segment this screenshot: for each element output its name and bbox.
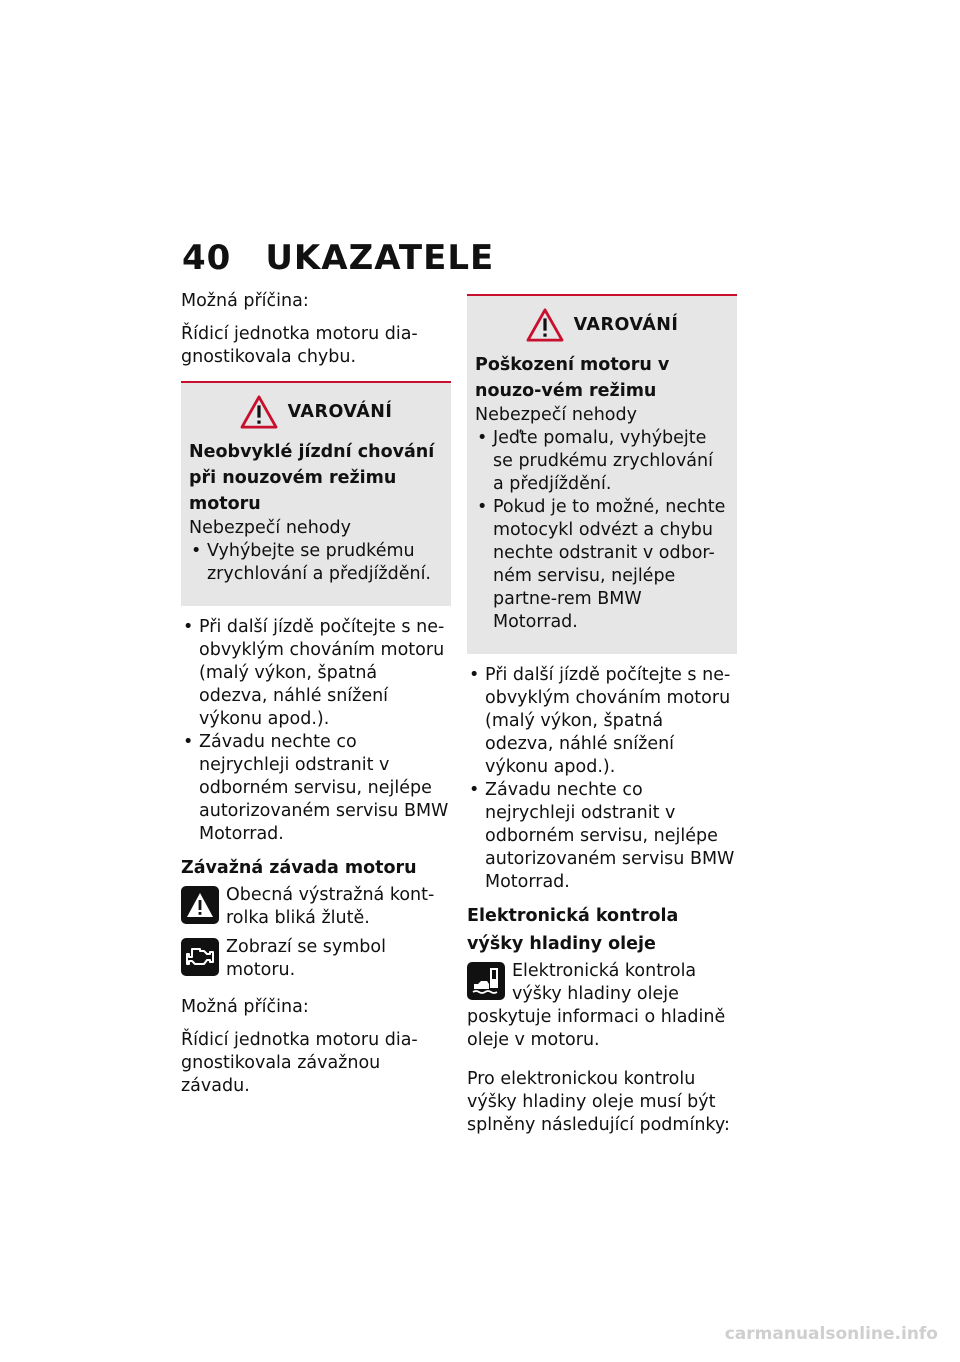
bullet-item: • Závadu nechte co nejrychleji odstranit v odborném servisu, nejlépe autorizovaném servisu BMW Motorrad. bbox=[467, 779, 737, 894]
bullet-item: • Závadu nechte co nejrychleji odstranit v odborném servisu, nejlépe autorizovaném servisu BMW Motorrad. bbox=[181, 731, 451, 846]
warning-subtitle: Poškození motoru v nouzo-vém režimu bbox=[475, 355, 670, 401]
general-warning-light-icon bbox=[181, 886, 219, 924]
warning-subtitle: Neobvyklé jízdní chování při nouzovém režimu motoru bbox=[189, 442, 435, 514]
warning-title: VAROVÁNÍ bbox=[573, 315, 679, 335]
warning-triangle-icon bbox=[526, 308, 564, 342]
warning-triangle-icon bbox=[240, 395, 278, 429]
oil-level-heading: Elektronická kontrola výšky hladiny oleje bbox=[467, 906, 679, 954]
bullet-item: • Při další jízdě počítejte s ne-obvyklým chováním motoru (malý výkon, špatná odezva, náhlé snížení výkonu apod.). bbox=[181, 616, 451, 731]
engine-icon bbox=[181, 938, 219, 976]
warning-title-row bbox=[189, 395, 443, 429]
engine-symbol-row bbox=[181, 936, 451, 982]
page-header bbox=[182, 238, 494, 278]
right-column bbox=[467, 290, 737, 1147]
bullet-list bbox=[467, 664, 737, 894]
warning-danger: Nebezpečí nehody bbox=[475, 405, 637, 425]
page-number: 40 bbox=[182, 238, 232, 278]
warning-danger: Nebezpečí nehody bbox=[189, 518, 351, 538]
oil-conditions-text: Pro elektronickou kontrolu výšky hladiny oleje musí být splněny následující podmínky: bbox=[467, 1069, 730, 1135]
section-title: UKAZATELE bbox=[265, 238, 495, 278]
warning-title: VAROVÁNÍ bbox=[287, 402, 393, 422]
serious-fault-heading: Závažná závada motoru bbox=[181, 858, 417, 878]
oil-level-icon bbox=[467, 962, 505, 1000]
bullet-list bbox=[181, 616, 451, 846]
general-warning-row bbox=[181, 884, 451, 930]
cause-text: Řídicí jednotka motoru dia-gnostikovala závažnou závadu. bbox=[181, 1030, 418, 1096]
engine-symbol-text: Zobrazí se symbol motoru. bbox=[226, 937, 386, 980]
oil-level-text: Elektronická kontrola výšky hladiny oleje poskytuje informaci o hladině oleje v motoru. bbox=[467, 961, 726, 1050]
warning-box bbox=[467, 294, 737, 654]
cause-label: Možná příčina: bbox=[181, 997, 309, 1017]
warning-bullets bbox=[475, 427, 729, 634]
watermark: carmanualsonline.info bbox=[724, 1324, 938, 1344]
warning-title-row bbox=[475, 308, 729, 342]
warning-bullet: • Vyhýbejte se prudkému zrychlování a předjíždění. bbox=[189, 540, 443, 586]
cause-label: Možná příčina: bbox=[181, 291, 309, 311]
general-warning-text: Obecná výstražná kont-rolka bliká žlutě. bbox=[226, 885, 435, 928]
warning-box bbox=[181, 381, 451, 606]
bullet-item: • Při další jízdě počítejte s ne-obvyklým chováním motoru (malý výkon, špatná odezva, náhlé snížení výkonu apod.). bbox=[467, 664, 737, 779]
cause-text: Řídicí jednotka motoru dia-gnostikovala chybu. bbox=[181, 324, 418, 367]
warning-bullet: • Jeďte pomalu, vyhýbejte se prudkému zrychlování a předjíždění. bbox=[475, 427, 729, 496]
warning-bullet: • Pokud je to možné, nechte motocykl odvézt a chybu nechte odstranit v odbor-ném servisu, nejlépe partne-rem BMW Motorrad. bbox=[475, 496, 729, 634]
left-column bbox=[181, 290, 451, 1108]
oil-level-block bbox=[467, 960, 737, 1052]
warning-bullets bbox=[189, 540, 443, 586]
